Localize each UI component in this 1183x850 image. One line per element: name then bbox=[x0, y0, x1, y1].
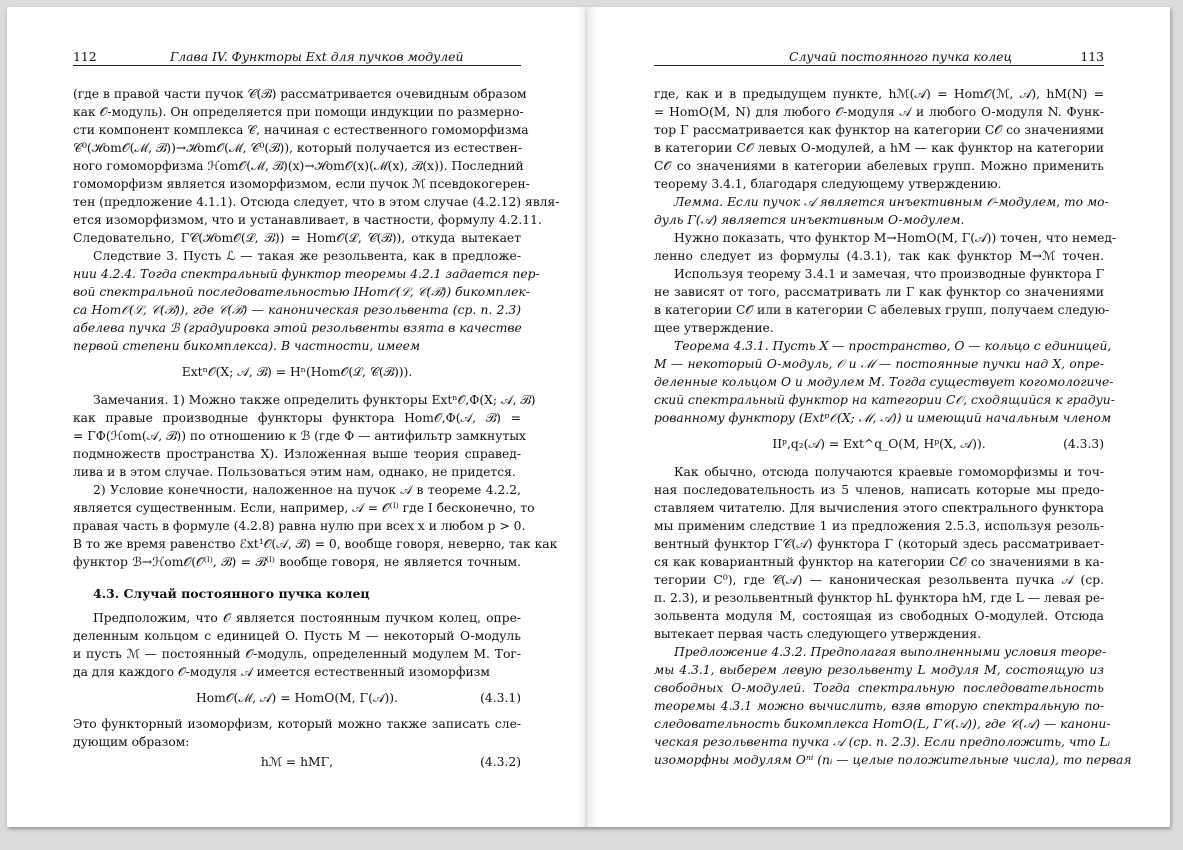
text-line: Следовательно, Γ𝒞(ℋom𝒪(ℒ, ℬ)) = Hom𝒪(ℒ, 𝒞(ℬ)), откуда вытекает bbox=[73, 231, 521, 245]
text-line: ский спектральный функтор на категории C𝒪, сходящийся к градуи- bbox=[654, 393, 1115, 407]
text-line: деленным кольцом с единицей O. Пусть M — некоторый O-модуль bbox=[73, 629, 521, 643]
text-line: и пусть ℳ — постоянный 𝒪-модуль, определенный модулем M. Тог- bbox=[73, 647, 521, 661]
text-line: в категории C𝒪 или в категории C абелевых групп, получаем следую- bbox=[654, 303, 1110, 317]
text-line: (где в правой части пучок 𝒞(ℬ) рассматривается очевидным образом bbox=[73, 87, 527, 101]
display-formula bbox=[73, 689, 521, 707]
display-formula: Extⁿ𝒪(X; 𝒜, ℬ) = Hⁿ(Hom𝒪(ℒ, 𝒞(ℬ))). bbox=[181, 365, 413, 379]
text-line: да для каждого 𝒪-модуля 𝒜 имеется естественный изоморфизм bbox=[73, 665, 490, 679]
text-line: Нужно показать, что функтор M→HomO(M, Γ(𝒜)) точен, что немед- bbox=[674, 231, 1117, 245]
remarks-start: Замечания. 1) Можно также определить функторы Extⁿ𝒪,Φ(X; 𝒜, ℬ) bbox=[93, 393, 536, 407]
text-line: вентный функтор Γ𝒞(𝒜) функтора Γ (который здесь рассматривает- bbox=[654, 537, 1104, 551]
text-line: изоморфны модулям Oⁿⁱ (nᵢ — целые положительные числа), то первая bbox=[654, 753, 1132, 767]
text-line: нии 4.2.4. Тогда спектральный функтор теоремы 4.2.1 задается пер- bbox=[73, 267, 540, 281]
text-line: первой степени бикомплекса). В частности, имеем bbox=[73, 339, 421, 353]
text-line: в категории C𝒪 левых O-модулей, а hM — как функтор на категории bbox=[654, 141, 1104, 155]
right-page bbox=[587, 7, 1170, 827]
page-gutter-shadow bbox=[587, 7, 597, 827]
corollary-3-start: Следствие 3. Пусть ℒ — такая же резольвента, как в предложе- bbox=[93, 249, 521, 263]
text-line: са Hom𝒪(ℒ, 𝒞(ℬ)), где 𝒞(ℬ) — каноническая резольвента (ср. п. 2.3) bbox=[73, 303, 521, 317]
text-line: M — некоторый O-модуль, 𝒪 и ℳ — постоянные пучки над X, опре- bbox=[654, 357, 1104, 371]
left-page-number: 112 bbox=[73, 49, 97, 64]
text-line: гомоморфизм является изоморфизмом, если пучок ℳ псевдокогерен- bbox=[73, 177, 530, 191]
equation-number: (4.3.2) bbox=[480, 755, 521, 769]
text-line: теорему 3.4.1, благодаря следующему утверждению. bbox=[654, 177, 1002, 191]
text-line: тен (предложение 4.1.1). Отсюда следует, что в этом случае (4.2.12) явля- bbox=[73, 195, 560, 209]
text-line: ется изоморфизмом, что и устанавливает, в частности, формулу 4.2.11. bbox=[73, 213, 542, 227]
text-line: = ΓΦ(ℋom(𝒜, ℬ)) по отношению к ℬ (где Φ — антифильтр замкнутых bbox=[73, 429, 526, 443]
text-line: функтор ℬ→ℋom𝒪(𝒪⁽ᴵ⁾, ℬ) = ℬ⁽ᴵ⁾ вообще говоря, не является точным. bbox=[73, 555, 521, 569]
text-line: теоремы 4.3.1 можно вычислить, взяв вторую спектральную по- bbox=[654, 699, 1104, 713]
text-line: В то же время равенство ℰxt¹𝒪(𝒜, ℬ) = 0, вообще говоря, неверно, так как bbox=[73, 537, 558, 551]
text-line: тегории C⁰), где 𝒞(𝒜) — каноническая резольвента пучка 𝒜 (ср. bbox=[654, 573, 1104, 587]
equation-number: (4.3.3) bbox=[1063, 437, 1104, 451]
text-line: мы применим следствие 1 из предложения 2.5.3, используя резоль- bbox=[654, 519, 1104, 533]
formula-body: hℳ = hMΓ, bbox=[260, 755, 334, 769]
section-heading: 4.3. Случай постоянного пучка колец bbox=[93, 586, 370, 601]
text-line: 2) Условие конечности, наложенное на пучок 𝒜 в теореме 4.2.2, bbox=[93, 483, 521, 497]
text-line: щее утверждение. bbox=[654, 321, 774, 335]
text-line: зольвента модуля M, состоящая из свободных O-модулей. Отсюда bbox=[654, 609, 1104, 623]
display-formula bbox=[654, 435, 1104, 453]
text-line: ся как ковариантный функтор на категории C𝒪 со значениями в ка- bbox=[654, 555, 1104, 569]
text-line: Используя теорему 3.4.1 и замечая, что производные функтора Γ bbox=[674, 267, 1105, 281]
text-line: деленные кольцом O и модулем M. Тогда существует когомологиче- bbox=[654, 375, 1114, 389]
text-line: C𝒪 со значениями в категории абелевых групп. Можно применить bbox=[654, 159, 1104, 173]
formula-body: Hom𝒪(ℳ, 𝒜) = HomO(M, Γ(𝒜)). bbox=[195, 691, 398, 705]
text-line: 𝒞⁰(ℋom𝒪(ℳ, ℬ))→ℋom𝒪(ℳ, 𝒞⁰(ℬ)), который получается из естествен- bbox=[73, 141, 523, 155]
text-line: = HomO(M, N) для любого 𝒪-модуля 𝒜 и любого O-модуля N. Функ- bbox=[654, 105, 1104, 119]
text-line: сти компонент комплекса 𝒞, начиная с естественного гомоморфизма bbox=[73, 123, 529, 137]
right-running-header bbox=[654, 49, 1104, 66]
text-line: где, как и в предыдущем пункте, hℳ(𝒜) = Hom𝒪(ℳ, 𝒜), hM(N) = bbox=[654, 87, 1104, 101]
page-gutter-shadow bbox=[577, 7, 587, 827]
text-line: как 𝒪-модуль). Он определяется при помощи индукции по размерно- bbox=[73, 105, 524, 119]
lemma-start: Лемма. Если пучок 𝒜 является инъективным 𝒪-модулем, то мо- bbox=[674, 195, 1109, 209]
text-line: дуль Γ(𝒜) является инъективным O-модулем. bbox=[654, 213, 965, 227]
text-line: вытекает первая часть следующего утверждения. bbox=[654, 627, 982, 641]
text-line: тор Γ рассматривается как функтор на категории C𝒪 со значениями bbox=[654, 123, 1104, 137]
equation-number: (4.3.1) bbox=[480, 691, 521, 705]
text-line: Предположим, что 𝒪 является постоянным пучком колец, опре- bbox=[93, 611, 521, 625]
text-line: ного гомоморфизма ℋom𝒪(ℳ, ℬ)(x)→ℋom𝒪(x)(ℳ(x), ℬ(x)). Последний bbox=[73, 159, 524, 173]
right-running-head: Случай постоянного пучка колец bbox=[789, 49, 1013, 64]
text-line: не зависят от того, рассматривать ли Γ как функтор со значениями bbox=[654, 285, 1104, 299]
text-line: дующим образом: bbox=[73, 735, 190, 749]
text-line: рованному функтору (Extᵖ𝒪(X; ℳ, 𝒜)) и имеющий начальным членом bbox=[654, 411, 1112, 425]
text-line: ленно следует из формулы (4.3.1), так как функтор M→ℳ точен. bbox=[654, 249, 1104, 263]
text-line: свободных O-модулей. Тогда спектральную последовательность bbox=[654, 681, 1104, 695]
text-line: мы 4.3.1, выберем левую резольвенту L модуля M, состоящую из bbox=[654, 663, 1104, 677]
left-page bbox=[7, 7, 587, 827]
text-line: подмножеств пространства X). Изложенная выше теория справед- bbox=[73, 447, 521, 461]
text-line: ставляем читателю. Для вычисления этого спектрального функтора bbox=[654, 501, 1104, 515]
text-line: правая часть в формуле (4.2.8) равна нулю при всех x и любом p > 0. bbox=[73, 519, 526, 533]
text-line: вой спектральной последовательностью IHom𝒪(ℒ, 𝒞(ℬ)) бикомплек- bbox=[73, 285, 530, 299]
text-line: является существенным. Если, например, 𝒜 = 𝒪⁽ᴵ⁾ где I бесконечно, то bbox=[73, 501, 535, 515]
text-line: абелева пучка ℬ (градуировка этой резольвенты взята в качестве bbox=[73, 321, 522, 335]
text-line: п. 2.3), и резольвентный функтор hL функтора hM, где L — левая ре- bbox=[654, 591, 1105, 605]
text-line: ческая резольвента пучка 𝒜 (ср. п. 2.3). Если предположить, что Lᵢ bbox=[654, 735, 1111, 749]
text-line: Это функторный изоморфизм, который можно также записать сле- bbox=[73, 717, 521, 731]
text-line: следовательность бикомплекса HomO(L, Γ𝒞(𝒜)), где 𝒞(𝒜) — канони- bbox=[654, 717, 1111, 731]
text-line: лива и в этом случае. Пользоваться этим нам, однако, не придется. bbox=[73, 465, 516, 479]
formula-body: IIᵖ,q₂(𝒜) = Ext^q_O(M, Hᵖ(X, 𝒜)). bbox=[772, 437, 986, 451]
text-line: ная последовательность из 5 членов, написать которые мы предо- bbox=[654, 483, 1104, 497]
display-formula bbox=[73, 753, 521, 771]
text-line: как правые производные функторы функтора Hom𝒪,Φ(𝒜, ℬ) = bbox=[73, 411, 521, 425]
proposition-start: Предложение 4.3.2. Предполагая выполненными условия теоре- bbox=[674, 645, 1107, 659]
text-line: Как обычно, отсюда получаются краевые гомоморфизмы и точ- bbox=[674, 465, 1104, 479]
right-page-number: 113 bbox=[1080, 49, 1104, 64]
left-running-header bbox=[73, 49, 521, 66]
left-running-head: Глава IV. Функторы Ext для пучков модулей bbox=[170, 49, 464, 64]
theorem-start: Теорема 4.3.1. Пусть X — пространство, O — кольцо с единицей, bbox=[674, 339, 1112, 353]
